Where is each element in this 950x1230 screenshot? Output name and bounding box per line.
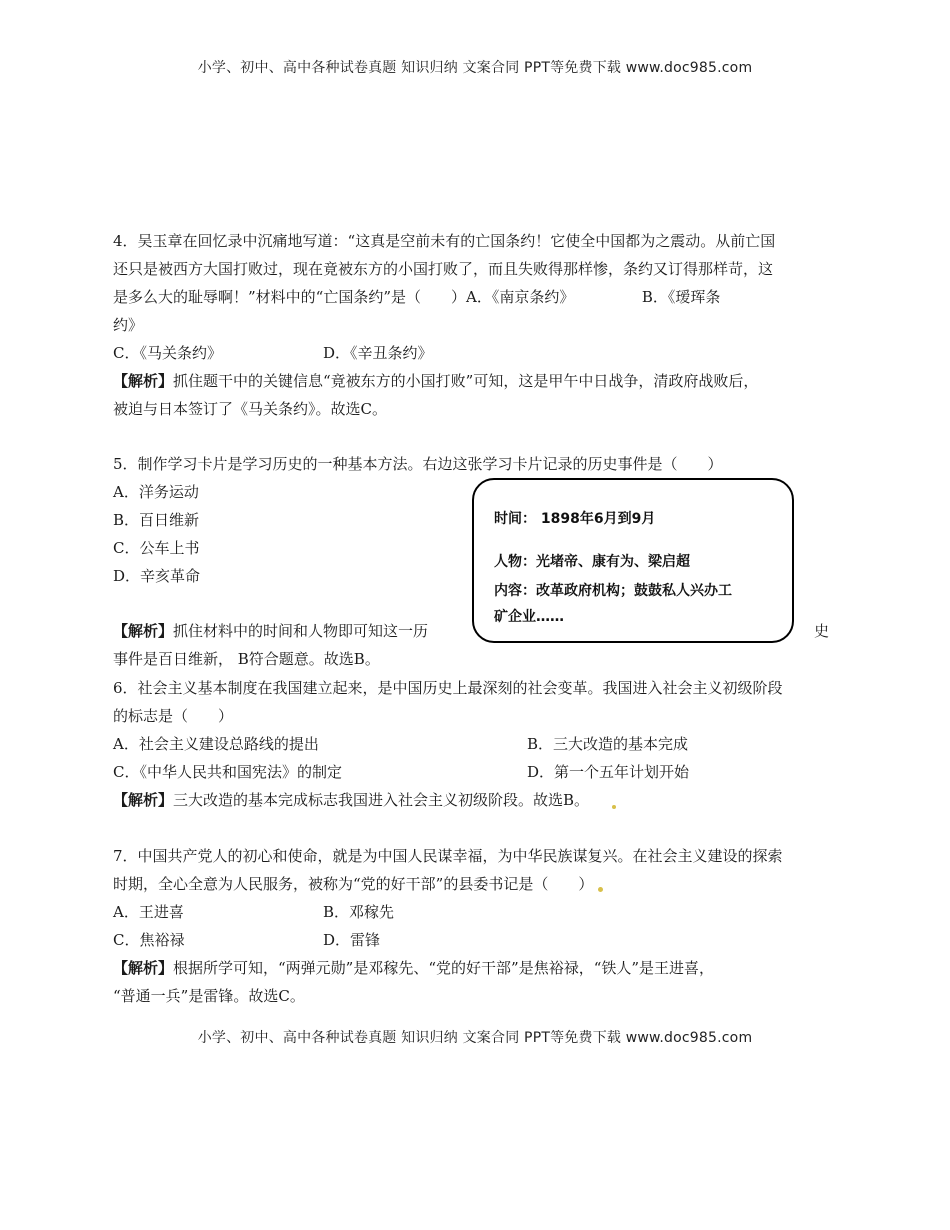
q6-option-d: D．第一个五年计划开始 bbox=[527, 763, 690, 781]
q5-option-d: D．辛亥革命 bbox=[113, 567, 201, 585]
study-card-content-1: 内容：改革政府机构；鼓鼓私人兴办工 bbox=[494, 583, 732, 599]
q5-option-c: C．公车上书 bbox=[113, 539, 200, 557]
q4-option-c: C．《马关条约》 bbox=[113, 344, 222, 362]
page-footer: 小学、初中、高中各种试卷真题 知识归纳 文案合同 PPT等免费下载 www.doc985.com bbox=[197, 1030, 753, 1046]
q7-analysis-text-1: 根据所学可知，“两弹元勋”是邓稼先、“党的好干部”是焦裕禄，“铁人”是王进喜， bbox=[173, 959, 715, 977]
stray-mark bbox=[598, 887, 603, 892]
q7-option-c: C．焦裕禄 bbox=[113, 931, 185, 949]
q6-option-b: B．三大改造的基本完成 bbox=[527, 735, 689, 753]
q7-option-d: D．雷锋 bbox=[323, 931, 381, 949]
q4-analysis-line-1 bbox=[113, 371, 758, 391]
q7-analysis-line-2: “普通一兵”是雷锋。故选C。 bbox=[113, 987, 305, 1005]
q5-option-b: B．百日维新 bbox=[113, 511, 200, 529]
analysis-tag: 【解析】 bbox=[113, 791, 174, 809]
q5-stem: 5．制作学习卡片是学习历史的一种基本方法。右边这张学习卡片记录的历史事件是（ ） bbox=[113, 455, 723, 473]
q7-stem-line-1: 7．中国共产党人的初心和使命，就是为中国人民谋幸福，为中华民族谋复兴。在社会主义建设的探索 bbox=[113, 847, 783, 865]
q4-analysis-line-2: 被迫与日本签订了《马关条约》。故选C。 bbox=[113, 400, 387, 418]
analysis-tag: 【解析】 bbox=[113, 372, 174, 390]
q6-stem-line-2: 的标志是（ ） bbox=[113, 707, 234, 725]
q5-analysis-line-1 bbox=[113, 621, 428, 641]
q5-analysis-line-2: 事件是百日维新， B符合题意。故选B。 bbox=[113, 650, 380, 668]
q5-analysis-line-1-tail: 史 bbox=[814, 622, 830, 640]
q4-stem-line-2: 还只是被西方大国打败过，现在竟被东方的小国打败了，而且失败得那样惨，条约又订得那样苛，这 bbox=[113, 260, 774, 278]
q6-option-c: C．《中华人民共和国宪法》的制定 bbox=[113, 763, 342, 781]
study-card-people: 人物：光堵帝、康有为、梁启超 bbox=[494, 554, 690, 570]
q6-analysis-text: 三大改造的基本完成标志我国进入社会主义初级阶段。故选B。 bbox=[173, 791, 590, 809]
stray-mark bbox=[612, 805, 616, 809]
q7-option-a: A．王进喜 bbox=[113, 903, 184, 921]
q6-option-a: A．社会主义建设总路线的提出 bbox=[113, 735, 319, 753]
q4-stem-line-4: 约》 bbox=[113, 316, 144, 334]
page-header: 小学、初中、高中各种试卷真题 知识归纳 文案合同 PPT等免费下载 www.doc985.com bbox=[197, 60, 753, 76]
analysis-tag: 【解析】 bbox=[113, 622, 174, 640]
q6-analysis bbox=[113, 790, 589, 810]
study-card-time: 时间： 1898年6月到9月 bbox=[494, 511, 656, 527]
q5-analysis-text-1: 抓住材料中的时间和人物即可知这一历 bbox=[173, 622, 429, 640]
study-card-content-2: 矿企业…… bbox=[494, 609, 564, 625]
q7-stem-line-2: 时期，全心全意为人民服务，被称为“党的好干部”的县委书记是（ ） bbox=[113, 875, 594, 893]
study-card bbox=[472, 478, 794, 643]
q4-option-d: D．《辛丑条约》 bbox=[323, 344, 433, 362]
q7-analysis-line-1 bbox=[113, 958, 714, 978]
q6-stem-line-1: 6．社会主义基本制度在我国建立起来，是中国历史上最深刻的社会变革。我国进入社会主义初级阶段 bbox=[113, 679, 783, 697]
q7-option-b: B．邓稼先 bbox=[323, 903, 395, 921]
q4-analysis-text-1: 抓住题干中的关键信息“竟被东方的小国打败”可知，这是甲午中日战争，清政府战败后， bbox=[173, 372, 759, 390]
q5-option-a: A．洋务运动 bbox=[113, 483, 199, 501]
q4-stem-line-3: 是多么大的耻辱啊！”材料中的“亡国条约”是（ ）A．《南京条约》 B．《瑷珲条 bbox=[113, 288, 721, 306]
analysis-tag: 【解析】 bbox=[113, 959, 174, 977]
q4-stem-line-1: 4．吴玉章在回忆录中沉痛地写道：“这真是空前未有的亡国条约！它使全中国都为之震动。从前亡国 bbox=[113, 232, 776, 250]
